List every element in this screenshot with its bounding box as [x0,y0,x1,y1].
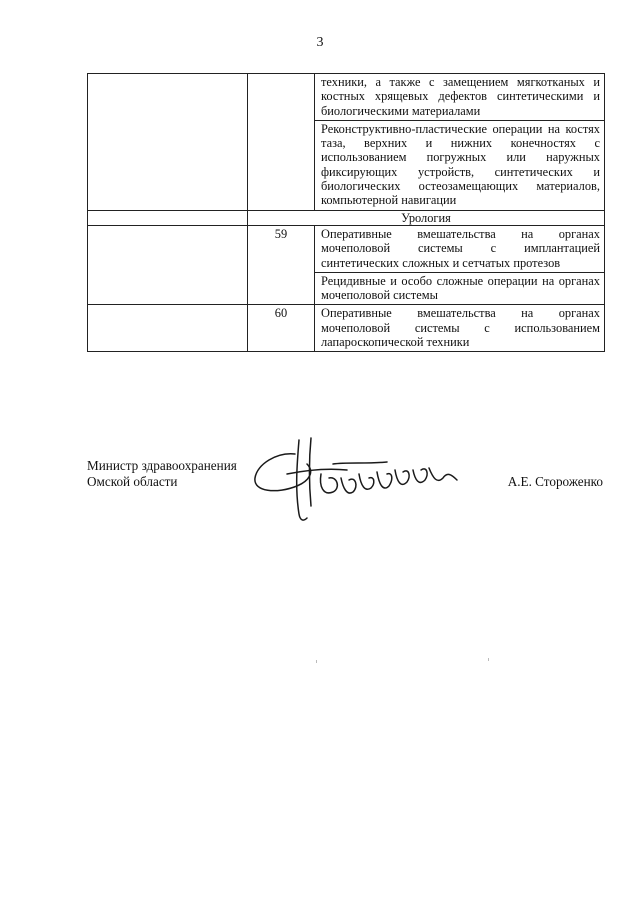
table-row [88,305,605,352]
procedure-text: техники, а также с замещением мягкотканых и костных хрящевых дефектов синтетическими и биологическими материалами [321,75,600,118]
section-heading: Урология [248,210,605,225]
table-cell-empty [88,74,248,211]
table-cell-description [315,120,605,210]
signatory-name: А.Е. Стороженко [507,474,603,489]
table-cell-number: 60 [248,305,315,352]
table-cell-number [248,74,315,211]
table-cell-empty [88,305,248,352]
procedure-text: Оперативные вмешательства на органах мочеполовой системы с использованием лапароскопической техники [321,306,600,350]
procedures-table [87,73,605,352]
procedure-text: Реконструктивно-пластические операции на костях таза, верхних и нижних конечностях с использованием погружных или наружных фиксирующих устройств, синтетических и биологических остеозамещающих материалов, компьютерной навигации [321,121,600,208]
table-cell-description [315,225,605,272]
signatory-title-line-1: Министр здравоохранения [87,458,237,473]
scan-speck [488,658,489,661]
table-row [88,225,605,272]
table-cell-description [315,74,605,121]
table-cell-number: 59 [248,225,315,304]
signature-block [87,458,603,528]
procedure-text: Рецидивные и особо сложные операции на органах мочеполовой системы [321,273,600,303]
table-cell-empty [88,225,248,304]
handwritten-signature [237,434,477,526]
signatory-title [87,458,237,490]
table-row [88,74,605,121]
scan-speck [316,660,317,663]
page-number: 3 [316,35,324,50]
section-row [88,210,605,225]
procedure-text: Оперативные вмешательства на органах мочеполовой системы с имплантацией синтетических сложных и сетчатых протезов [321,226,600,270]
signatory-title-line-2: Омской области [87,474,178,489]
table-cell-empty [88,210,248,225]
table-cell-description [315,272,605,305]
table-cell-description [315,305,605,352]
